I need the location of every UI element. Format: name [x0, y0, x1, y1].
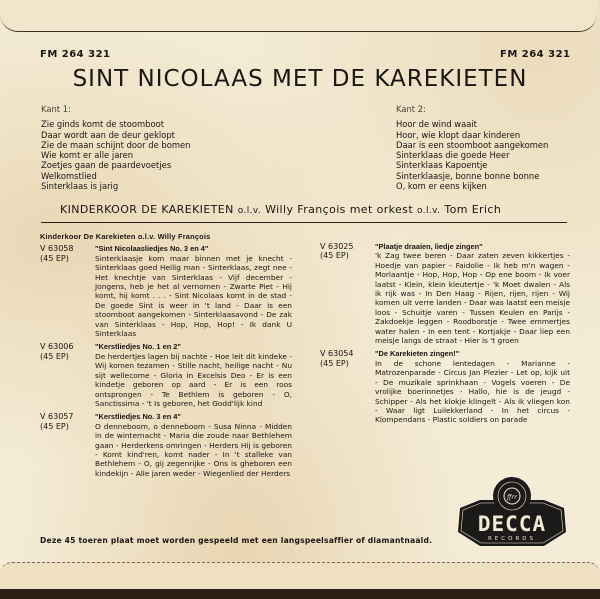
- track: Wie komt er alle jaren: [41, 150, 134, 161]
- release-title: "Kerstliedjes No. 3 en 4": [95, 412, 181, 422]
- track: Sinterklaas is jarig: [41, 181, 119, 192]
- release-title: "De Karekieten zingen!": [375, 349, 460, 359]
- release-format: (45 EP): [320, 358, 349, 368]
- release-title: "Sint Nicolaasliedjes No. 3 en 4": [95, 244, 209, 254]
- release-format: (45 EP): [320, 251, 349, 261]
- side-2-tracklist: [396, 104, 548, 191]
- olv-1: o.l.v.: [237, 206, 262, 216]
- release-tracks: Sinterklaasje kom maar binnen met je knecht - Sinterklaas goed Heilig man - Sinterklaas, zegt nee - Het knechtje van Sinterklaas - Vijf december - Jongens, heb je het al vernomen - Zwarte Piet - Hij komt, hij komt . . . - Sint Nicolaas komt in de stad - De goede Sint is weer in 't land - Daar is een stoomboot aangekomen - Sinterklaasavond - De zak van Sinterklaas - Hop, Hop, Hop! - Ik dank U Sinterklaas: [95, 253, 292, 339]
- side-2-label: Kant 2:: [396, 104, 426, 114]
- track: Hoor de wind waait: [396, 119, 477, 130]
- release-tracks: 'k Zag twee beren - Daar zaten zeven kikkertjes - Hoedje van papier - Faidolie - Ik heb m'n wagen - Morlaantje - Hop, Hop, Hop - Op ene boom - Ik voer laatst - Klein, klein kleutertje - 'k Moet dwalen - Als ik rijk was - In Den Haag - Rijen, rijen, rijen - Wij komen uit verre landen - Daar was laatst een meisje loos - Schuitje varen - Tussen Keulen en Parijs - Zakdoekje leggen - Roodborstje - Twee emmertjes water halen - In een tent - Kortjakje - Daar liep een meisje langs de straat - Hier is 't groen: [375, 251, 570, 346]
- release-catalog: V 63054: [320, 349, 354, 359]
- conductor: Willy François met orkest: [265, 203, 414, 216]
- side-1-label: Kant 1:: [41, 104, 71, 114]
- album-title: SINT NICOLAAS MET DE KAREKIETEN: [72, 66, 528, 92]
- catalog-number-right: FM 264 321: [500, 49, 571, 60]
- release-catalog: V 63057: [40, 412, 74, 422]
- track: Sinterklaas die goede Heer: [396, 150, 510, 161]
- track: Sinterklaasje, bonne bonne bonne: [396, 170, 540, 181]
- track: Hoor, wie klopt daar kinderen: [396, 129, 521, 140]
- track: Daar is een stoomboot aangekomen: [396, 139, 549, 150]
- performer-credits: [60, 203, 501, 216]
- release-catalog: V 63006: [40, 342, 74, 352]
- track: Zie de maan schijnt door de bomen: [41, 139, 191, 150]
- bottom-flap: [0, 562, 600, 590]
- other-releases-right: [320, 242, 570, 429]
- track: O, kom er eens kijken: [396, 181, 487, 192]
- release-catalog: V 63058: [40, 244, 74, 254]
- choir-name: KINDERKOOR DE KAREKIETEN: [60, 203, 234, 216]
- bottom-edge: [0, 589, 600, 599]
- track: Daar wordt aan de deur geklopt: [41, 129, 175, 140]
- release-title: "Kerstliedjes No. 1 en 2": [95, 342, 181, 352]
- release-format: (45 EP): [40, 421, 69, 431]
- release-catalog: V 63025: [320, 242, 354, 251]
- release-entry: [40, 412, 292, 478]
- track: Zoetjes gaan de paardevoetjes: [41, 160, 172, 171]
- track: Sinterklaas Kapoentje: [396, 160, 488, 171]
- other-releases-left: [40, 232, 292, 482]
- release-tracks: De herdertjes lagen bij nachte - Hoe leit dit kindeke - Wij komen tezamen - Stille nacht, heilige nacht - Nu sijt wellecome - Gloria in Excelsis Deo - Er is een kindetje geboren op aard - Er is een roos ontsprongen - Te Bethlem is geboren - O, Sanctissima - 't Is geboren, het Godd'lijk kind: [95, 351, 292, 408]
- release-format: (45 EP): [40, 351, 69, 361]
- logo-sub: RECORDS: [487, 536, 537, 542]
- other-releases-heading: Kinderkoor De Karekieten o.l.v. Willy François: [40, 232, 211, 241]
- top-flap: [0, 0, 597, 32]
- catalog-number-left: FM 264 321: [40, 49, 111, 60]
- playback-note: Deze 45 toeren plaat moet worden gespeeld met een langspeelsaffier of diamantnaald.: [40, 536, 433, 545]
- divider-rule: [41, 222, 567, 223]
- release-entry: [40, 342, 292, 408]
- release-entry: [320, 349, 570, 424]
- release-entry: [320, 242, 570, 345]
- track: Welkomstlied: [41, 170, 97, 181]
- release-entry: [40, 244, 292, 338]
- orchestra-leader: Tom Erich: [444, 203, 502, 216]
- olv-2: o.l.v.: [416, 206, 441, 216]
- logo-brand: DECCA: [477, 512, 547, 536]
- track: Zie ginds komt de stoomboot: [41, 119, 164, 130]
- svg-text:ffrr: ffrr: [507, 494, 517, 501]
- release-tracks: In de schone lentedagen - Marianne - Matrozenparade - Circus Jan Plezier - Let op, kijk uit - De muzikale sprinkhaan - Vogels voeren - De vrolijke boerinnetjes - Hallo, hie is de jeugd - Schipper - Als het klokje klingelt - Als ik vliegen kon - Waar ligt Luilekkerland - In het circus - Klompendans - Plastic soldiers on parade: [375, 358, 570, 425]
- release-tracks: O denneboom, o denneboom - Susa Ninna - Midden in de winternacht - Maria die zoude naar Bethlehem gaan - Herderkens omringen - Herders Hij is geboren - Komt kind'ren, komt nader - In 't stalleke van Bethlehem - O, gij zegenrijke - Ons is gheboren een kindekijn - Alle jaren weder - Wiegenlied der Herders: [95, 421, 292, 478]
- release-format: (45 EP): [40, 253, 69, 263]
- side-1-tracklist: [41, 104, 190, 191]
- release-title: "Plaatje draaien, liedje zingen": [375, 242, 483, 251]
- decca-records-logo: [452, 474, 572, 556]
